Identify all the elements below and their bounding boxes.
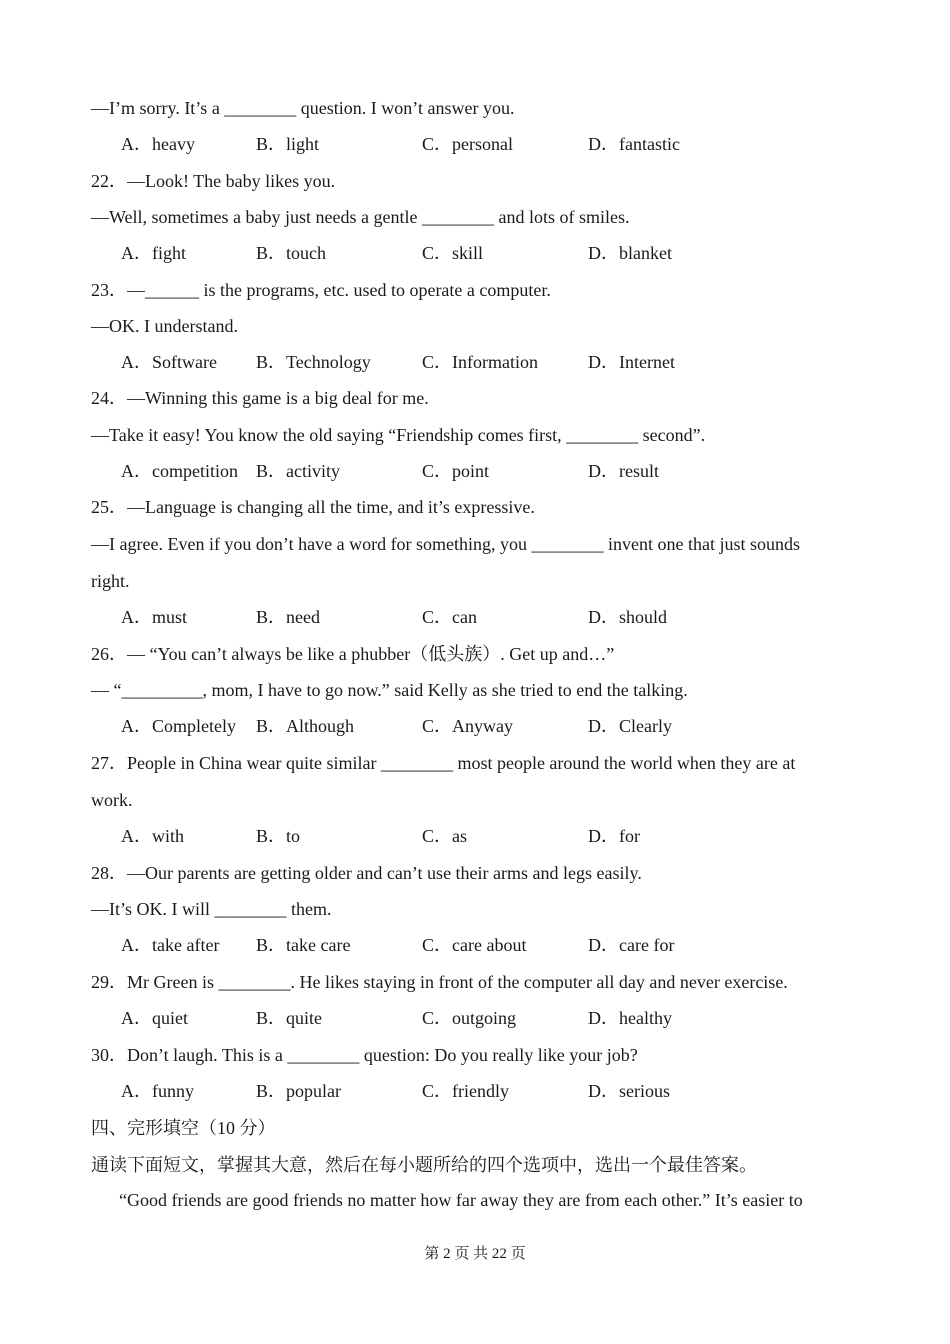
option-a: A．competition xyxy=(121,461,238,481)
option-b: B．need xyxy=(256,607,320,627)
option-c: C．personal xyxy=(422,134,513,154)
section-instructions: 通读下面短文，掌握其大意，然后在每小题所给的四个选项中，选出一个最佳答案。 xyxy=(91,1155,757,1175)
option-b: B．to xyxy=(256,826,301,846)
option-b: B．Although xyxy=(256,716,355,736)
option-b: B．light xyxy=(256,134,320,154)
option-d: D．healthy xyxy=(588,1008,672,1028)
option-b: B．touch xyxy=(256,243,326,263)
question-27-prompt-cont: work. xyxy=(91,790,133,810)
option-a: A．funny xyxy=(121,1081,194,1101)
option-c: C．care about xyxy=(422,935,527,955)
question-25-response-cont: right. xyxy=(91,571,130,591)
option-b: B．activity xyxy=(256,461,340,481)
option-c: C．Information xyxy=(422,352,538,372)
question-24-prompt: 24．—Winning this game is a big deal for me. xyxy=(91,388,429,408)
option-d: D．Clearly xyxy=(588,716,672,736)
section-heading: 四、完形填空（10 分） xyxy=(91,1118,276,1138)
option-c: C．Anyway xyxy=(422,716,513,736)
option-c: C．as xyxy=(422,826,467,846)
option-d: D．serious xyxy=(588,1081,670,1101)
passage-first-line: “Good friends are good friends no matter how far away they are from each other.” It’s easier to xyxy=(119,1190,803,1210)
option-b: B．quite xyxy=(256,1008,322,1028)
question-25-response: —I agree. Even if you don’t have a word for something, you ________ invent one that just sounds xyxy=(91,534,801,554)
option-b: B．popular xyxy=(256,1081,341,1101)
option-c: C．outgoing xyxy=(422,1008,517,1028)
option-c: C．can xyxy=(422,607,477,627)
option-c: C．friendly xyxy=(422,1081,509,1101)
question-23-response: —OK. I understand. xyxy=(91,316,238,336)
option-b: B．take care xyxy=(256,935,351,955)
question-29-prompt: 29．Mr Green is ________. He likes staying in front of the computer all day and never exercise. xyxy=(91,972,788,992)
page-footer: 第 2 页 共 22 页 xyxy=(424,1246,526,1262)
question-21-response: —I’m sorry. It’s a ________ question. I won’t answer you. xyxy=(91,98,515,118)
option-a: A．with xyxy=(121,826,184,846)
option-a: A．Software xyxy=(121,352,217,372)
option-d: D．fantastic xyxy=(588,134,680,154)
question-22-prompt: 22．—Look! The baby likes you. xyxy=(91,171,336,191)
question-25-prompt: 25．—Language is changing all the time, and it’s expressive. xyxy=(91,497,535,517)
option-c: C．skill xyxy=(422,243,484,263)
option-d: D．blanket xyxy=(588,243,672,263)
option-a: A．quiet xyxy=(121,1008,188,1028)
question-24-response: —Take it easy! You know the old saying “Friendship comes first, ________ second”. xyxy=(91,425,706,445)
question-26-prompt: 26．— “You can’t always be like a phubber（低头族）. Get up and…” xyxy=(91,644,615,664)
question-26-response: — “_________, mom, I have to go now.” said Kelly as she tried to end the talking. xyxy=(91,680,688,700)
question-30-prompt: 30．Don’t laugh. This is a ________ question: Do you really like your job? xyxy=(91,1045,638,1065)
option-d: D．Internet xyxy=(588,352,675,372)
question-22-response: —Well, sometimes a baby just needs a gentle ________ and lots of smiles. xyxy=(91,207,630,227)
question-28-prompt: 28．—Our parents are getting older and can’t use their arms and legs easily. xyxy=(91,863,642,883)
option-b: B．Technology xyxy=(256,352,371,372)
option-d: D．for xyxy=(588,826,640,846)
option-a: A．fight xyxy=(121,243,186,263)
option-c: C．point xyxy=(422,461,490,481)
option-a: A．Completely xyxy=(121,716,236,736)
option-d: D．should xyxy=(588,607,668,627)
option-d: D．result xyxy=(588,461,659,481)
question-28-response: —It’s OK. I will ________ them. xyxy=(91,899,332,919)
option-a: A．take after xyxy=(121,935,220,955)
option-a: A．heavy xyxy=(121,134,195,154)
option-d: D．care for xyxy=(588,935,675,955)
question-27-prompt: 27．People in China wear quite similar ________ most people around the world when they are at xyxy=(91,753,796,773)
option-a: A．must xyxy=(121,607,188,627)
question-23-prompt: 23．—______ is the programs, etc. used to operate a computer. xyxy=(91,280,551,300)
